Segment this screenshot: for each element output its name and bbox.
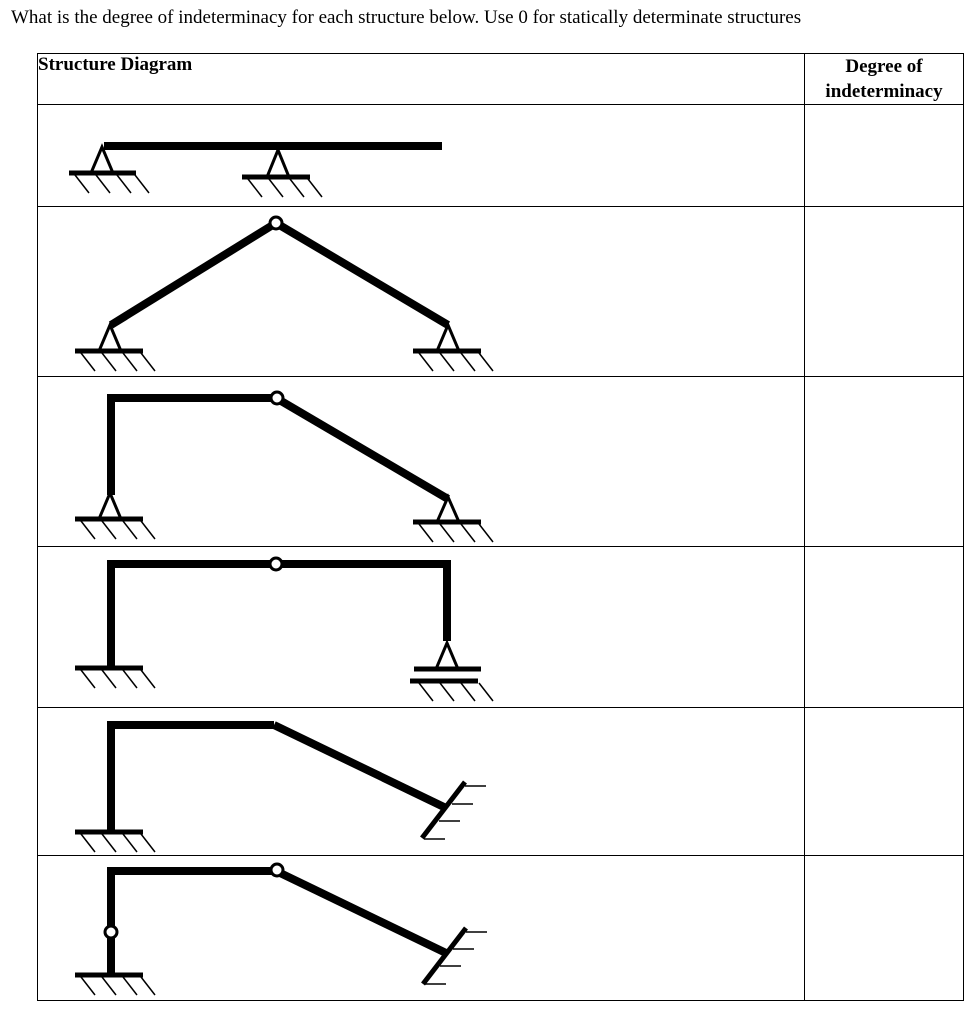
pin-support-icon [413,497,493,542]
portal-frame-member [111,564,447,667]
hinge-icon [270,558,282,570]
table-row [38,547,964,708]
left-member [111,223,276,325]
answer-cell-6[interactable] [805,856,964,1001]
structure-diagram-2 [38,207,804,376]
right-member [276,223,448,325]
table-row [38,856,964,1001]
hinge-icon [105,926,117,938]
hinge-icon [271,392,283,404]
structure-diagram-4 [38,547,804,707]
frame-member [111,398,276,495]
question-text: What is the degree of indeterminacy for each structure below. Use 0 for statically determinate structures [11,7,802,28]
table-row [38,708,964,856]
diagram-cell [38,207,805,377]
header-degree-line2: indeterminacy [825,81,943,102]
table-row [38,377,964,547]
structure-diagram-5 [38,708,804,855]
table-row [38,207,964,377]
answer-cell-2[interactable] [805,207,964,377]
answer-cell-1[interactable] [805,105,964,207]
inclined-fixed-support-icon [422,782,486,839]
fixed-support-icon [75,668,155,688]
diagram-cell [38,708,805,856]
pin-support-icon [69,147,149,193]
inclined-member [276,871,446,953]
header-structure-diagram: Structure Diagram [38,54,805,105]
pin-support-icon [75,493,155,539]
diagram-cell [38,377,805,547]
fixed-support-icon [75,975,155,995]
structure-diagram-6 [38,856,804,1000]
hinge-icon [270,217,282,229]
pin-support-icon [242,150,322,197]
answer-cell-5[interactable] [805,708,964,856]
roller-support-icon [410,643,493,701]
pin-support-icon [413,325,493,371]
table-row [38,105,964,207]
inclined-member [274,725,446,808]
answer-cell-3[interactable] [805,377,964,547]
diagram-cell [38,856,805,1001]
frame-member [111,871,276,974]
pin-support-icon [75,325,155,371]
inclined-fixed-support-icon [423,928,487,984]
structures-table [37,53,964,1001]
table-header-row [38,54,964,105]
answer-cell-4[interactable] [805,547,964,708]
structure-diagram-1 [38,105,804,206]
inclined-member [276,398,448,499]
frame-member [111,725,274,831]
header-degree-line1: Degree of [845,56,923,77]
diagram-cell [38,547,805,708]
diagram-cell [38,105,805,207]
fixed-support-icon [75,832,155,852]
structure-diagram-3 [38,377,804,546]
header-degree-of-indeterminacy [805,54,964,105]
hinge-icon [271,864,283,876]
